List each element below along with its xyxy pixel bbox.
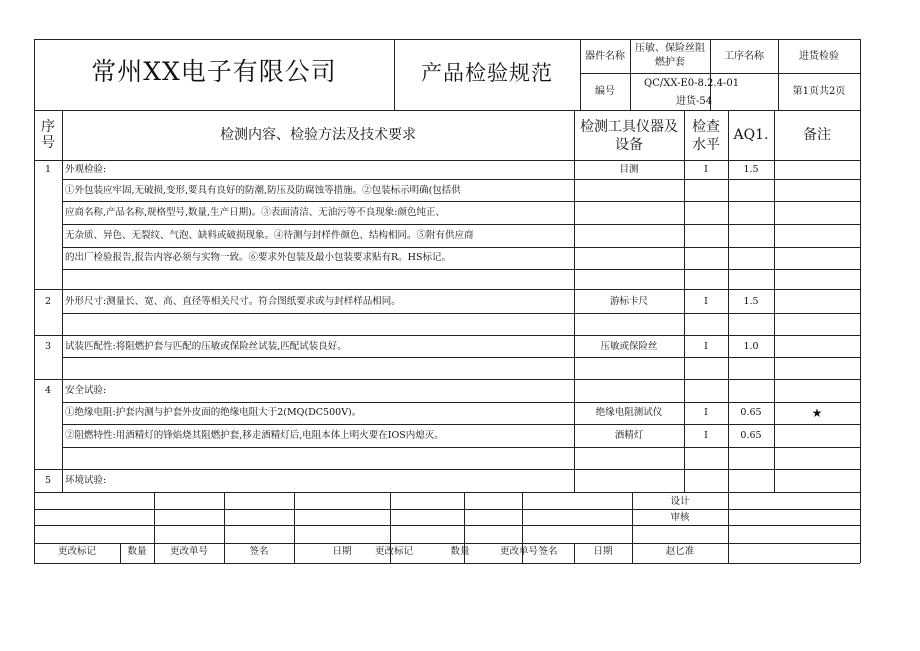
process-name-value: 进货检验 — [799, 51, 839, 62]
rule — [62, 402, 860, 403]
col-tool-2: 设备 — [615, 137, 643, 153]
code-label: 编号 — [595, 86, 615, 97]
rule — [62, 247, 860, 248]
row1-line: 无杂质、异色、无裂纹、气泡、缺料或破损现象。④待测与封样件颜色、结构相同。⑤附有供应商 — [65, 230, 474, 241]
row1-level: I — [704, 164, 708, 175]
rule — [62, 201, 860, 202]
row1-line: 的出厂检验报告,报告内容必须与实物一致。⑥要求外包装及最小包装要求贴有R。HS标记。 — [65, 252, 451, 263]
review-label: 审核 — [670, 512, 690, 523]
rule — [34, 39, 860, 40]
design-label: 设计 — [670, 496, 690, 507]
footer-change-mark: 更改标记 — [57, 546, 96, 557]
rule — [62, 269, 860, 270]
rule — [62, 224, 860, 225]
row3-text: 试装匹配性:将阻燃护套与匹配的压敏或保险丝试装,匹配试装良好。 — [65, 341, 347, 352]
device-name-value-2: 燃护套 — [655, 57, 685, 68]
device-name-value: 压敏、保险丝阻 — [635, 43, 705, 54]
col-seq-2: 号 — [41, 135, 55, 151]
rule — [34, 335, 860, 336]
rule — [774, 110, 775, 492]
rule — [34, 379, 860, 380]
row4b-aql: 0.65 — [740, 430, 762, 441]
rule — [34, 563, 860, 564]
footer-date: 日期 — [332, 546, 352, 557]
footer-change-no-2: 更改单号 — [499, 546, 538, 557]
footer-signature-2: 签名 — [538, 546, 558, 557]
row2-level: I — [704, 296, 708, 307]
col-level-2: 水平 — [692, 137, 720, 153]
row2-seq: 2 — [44, 296, 52, 307]
code-value: QC/XX-E0-8.2.4-01 — [644, 78, 740, 89]
col-tool: 检测工具仪器及 — [580, 119, 678, 135]
row4a-level: I — [704, 407, 708, 418]
row4a-tool: 绝缘电阻测试仪 — [595, 407, 663, 418]
footer-quantity-2: 数量 — [450, 546, 470, 557]
row4-seq: 4 — [44, 385, 52, 396]
rule — [34, 110, 860, 111]
device-name-label: 器件名称 — [585, 51, 625, 62]
rule — [62, 313, 860, 314]
rule — [62, 424, 860, 425]
row2-text: 外形尺寸:测量长、宽、高、直径等相关尺寸。符合图纸要求或与封样样品相同。 — [65, 296, 401, 307]
footer-quantity: 数量 — [127, 546, 147, 557]
row1-aql: 1.5 — [743, 164, 759, 175]
col-seq: 序 — [41, 119, 55, 135]
rule — [34, 469, 860, 470]
footer-signature: 签名 — [249, 546, 269, 557]
row3-tool: 压敏或保险丝 — [600, 341, 658, 352]
row3-aql: 1.0 — [743, 341, 759, 352]
row2-tool: 游标卡尺 — [609, 296, 648, 307]
col-level: 检查 — [692, 119, 720, 135]
code-sub: 进货-54 — [676, 96, 713, 107]
rule — [34, 160, 860, 161]
col-aql: AQ1. — [733, 127, 769, 143]
company-name: 常州XX电子有限公司 — [91, 57, 337, 86]
rule — [580, 39, 581, 110]
rule — [34, 289, 860, 290]
rule — [62, 357, 860, 358]
rule — [62, 179, 860, 180]
row2-aql: 1.5 — [743, 296, 759, 307]
document-title: 产品检验规范 — [421, 61, 553, 85]
rule — [62, 110, 63, 492]
footer-change-mark-2: 更改标记 — [374, 546, 413, 557]
col-content: 检测内容、检验方法及技术要求 — [220, 127, 416, 143]
footer-date-2: 日期 — [593, 546, 613, 557]
rule — [778, 39, 779, 110]
row4a-text: ①绝缘电阻:护套内测与护套外皮面的绝缘电阻大于2(MQ(DC500V)。 — [65, 407, 362, 418]
row1-line: ①外包装应牢固,无破损,变形,要具有良好的防潮,防压及防腐蚀等措施。②包装标示明确(包括供 — [65, 185, 461, 196]
row1-tool: 目测 — [619, 164, 639, 175]
row3-seq: 3 — [44, 341, 52, 352]
page-number: 第1页共2页 — [792, 86, 846, 97]
rule — [580, 73, 860, 74]
rule — [34, 525, 860, 526]
row4-title: 安全试验: — [65, 385, 107, 396]
row1-seq: 1 — [44, 164, 52, 175]
col-remark: 备注 — [803, 127, 831, 143]
inspection-spec-sheet — [34, 39, 860, 563]
row4b-level: I — [704, 430, 708, 441]
rule — [860, 39, 861, 563]
row1-line: 应商名称,产品名称,规格型号,数量,生产日期)。③表面清洁、无油污等不良现象:颜色纯正、 — [65, 207, 445, 218]
footer-approval: 赵匕准 — [665, 546, 695, 557]
row4b-text: ②阻燃特性:用酒精灯的锋焰烧其阻燃护套,移走酒精灯后,电阻本体上明火要在IOS内熄灭。 — [65, 430, 444, 441]
key-characteristic-star-icon: ★ — [811, 406, 823, 420]
rule — [34, 543, 860, 544]
rule — [34, 492, 860, 493]
footer-change-no: 更改单号 — [169, 546, 208, 557]
rule — [728, 492, 729, 563]
row4b-tool: 酒精灯 — [614, 430, 644, 441]
row3-level: I — [704, 341, 708, 352]
process-name-label: 工序名称 — [724, 51, 764, 62]
rule — [34, 509, 860, 510]
rule — [62, 447, 860, 448]
row5-seq: 5 — [44, 475, 52, 486]
row1-title: 外观检验: — [65, 164, 107, 175]
row5-title: 环境试验: — [65, 475, 107, 486]
row4a-aql: 0.65 — [740, 407, 762, 418]
